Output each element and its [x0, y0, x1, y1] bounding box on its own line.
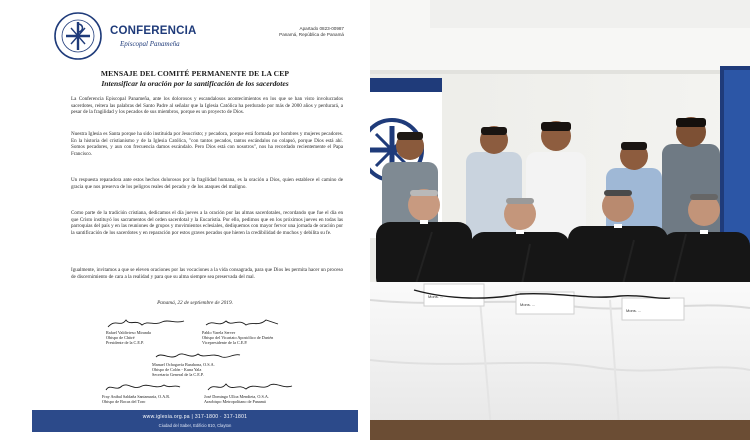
signer-title: Obispo del Vicariato Apostólico de Darién — [202, 335, 274, 341]
paragraph: La Conferencia Episcopal Panameña, ante los dolorosos y escandalosos acontecimientos en los que se han visto involucrados sacerdotes, reitera las palabras del Santo Padre al señalar que la Iglesia Católica ha perdurado por más de 2000 años y perdurará, a pesar de la fragilidad y los pecados de sus miembros, porque es un proyecto de Dios. — [71, 96, 343, 115]
nameplate-label: Mons. ... — [520, 302, 536, 307]
nameplate-label: Mons. ... — [428, 294, 444, 299]
org-name: CONFERENCIA — [110, 25, 197, 37]
address-line-1: Apartado 0823-00987 — [299, 26, 344, 31]
handwritten-signature — [152, 349, 242, 362]
signer-name: José Domingo Ulloa Mendieta, O.S.A. — [204, 394, 269, 399]
signer-role: Presidente de la C.E.P. — [106, 340, 144, 346]
date-line: Panamá, 22 de septiembre de 2019. — [157, 300, 233, 306]
press-conference-photo — [370, 0, 750, 440]
cep-seal-logo — [54, 12, 102, 60]
signer-name: Manuel Ochogavía Barahona, O.S.A. — [152, 362, 215, 367]
signature-block — [204, 380, 324, 404]
signer-role: Secretario General de la C.E.P. — [152, 372, 204, 378]
org-subtitle: Episcopal Panameña — [120, 40, 180, 48]
document-subtitle: Intensificar la oración por la santificación de los sacerdotes — [101, 79, 289, 88]
paragraph: Un respuesta reparadora ante estos hechos dolorosos por la fragilidad humana, es la oración a Dios, quien establece el camino de gracia que nos preserva de los peligros reales del pecado y de los ataques del maligno. — [71, 177, 343, 190]
press-conference-scene — [370, 0, 750, 440]
address-line-2: Panamá, República de Panamá — [279, 32, 344, 37]
handwritten-signature — [202, 316, 282, 330]
paragraph: Como parte de la tradición cristiana, dedicamos el día jueves a la oración por las almas sacerdotales, recordando que fue el día en que Cristo instituyó los sacramentos del orden sacerdotal y la Eucaristía. Por ello, pedimos que en los próximos jueves en todas las parroquias del país y en las reuniones de grupos y movimientos eclesiales, dediquemos con mayor fervor una jornada de oración por la santificación de los sacerdotes y en reparación por estos graves pecados que hieren la credibilidad de muchos y debilita su fe. — [71, 210, 343, 236]
signer-name: Rafael Valdivieso Miranda — [106, 330, 151, 335]
paragraph: Nuestra Iglesia es Santa porque ha sido instituida por Jesucristo; y pecadora, porque está formada por hombres y mujeres pecadores. En la historia del cristianismo y de la Iglesia Católica, "con tantos pecados, tantos escándalos no colapsó, porque Dios está ahí. Somos pecadores, y aun con frecuencia damos escándalo. Pero Dios está con nosotros", nos ha recordado recientemente el Papa Francisco. — [71, 131, 343, 157]
signer-title: Arzobispo Metropolitano de Panamá — [204, 399, 266, 405]
handwritten-signature — [106, 316, 186, 330]
footer-contact: www.iglesia.org.pa | 317-1800 · 317-1801 — [142, 414, 248, 420]
org-address — [279, 26, 344, 38]
signature-block — [152, 349, 272, 378]
signer-name: Pablo Varela Server — [202, 330, 236, 335]
paragraph: Igualmente, invitamos a que se eleven oraciones por las vocaciones a la vida consagrada, para que Dios les permita hacer un proceso de discernimiento de cara a la realidad y para que su alma siempre sea preservada del mal. — [71, 267, 343, 280]
signature-block — [202, 316, 312, 346]
signature-block — [102, 380, 212, 404]
signer-title: Obispo de Colón - Kuna Yala — [152, 367, 202, 373]
signer-title: Obispo de Bocas del Toro — [102, 399, 146, 405]
handwritten-signature — [102, 380, 182, 394]
footer-address: Ciudad del Saber, Edificio 810, Clayton — [158, 423, 232, 428]
signature-block — [106, 316, 216, 346]
handwritten-signature — [204, 380, 294, 394]
letter-footer — [32, 410, 358, 432]
nameplate-label: Mons. ... — [626, 308, 642, 313]
signer-name: Fray Anibal Saldaña Santamaría, O.A.R. — [102, 394, 171, 399]
letter-document — [26, 0, 364, 440]
document-title: MENSAJE DEL COMITÉ PERMANENTE DE LA CEP — [100, 69, 290, 78]
signer-role: Vicepresidente de la C.E.P. — [202, 340, 248, 346]
signer-title: Obispo de Chitré — [106, 335, 135, 341]
